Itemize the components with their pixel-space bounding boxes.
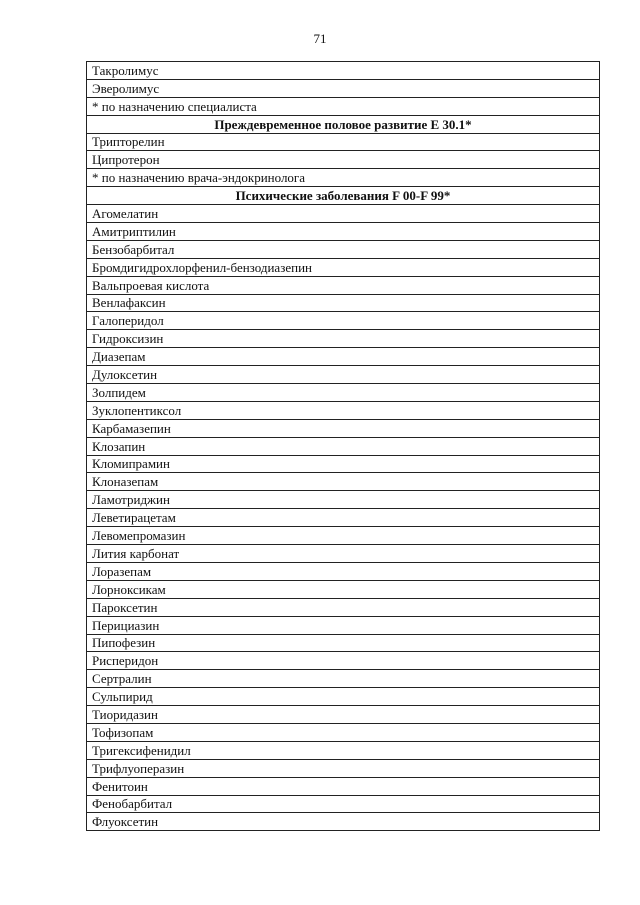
drug-row (87, 670, 600, 688)
drug-row (87, 79, 600, 97)
drug-list-table (86, 61, 600, 831)
section-heading: Психические заболевания F 00-F 99* (87, 187, 600, 205)
drug-name: Венлафаксин (87, 294, 600, 312)
drug-name: Гидроксизин (87, 330, 600, 348)
note-row (87, 169, 600, 187)
drug-name: Бензобарбитал (87, 240, 600, 258)
drug-row (87, 652, 600, 670)
drug-name: Трифлуоперазин (87, 759, 600, 777)
drug-name: Клоназепам (87, 473, 600, 491)
drug-row (87, 133, 600, 151)
drug-row (87, 813, 600, 831)
drug-row (87, 723, 600, 741)
drug-name: Тригексифенидил (87, 741, 600, 759)
drug-name: Ципротерон (87, 151, 600, 169)
drug-row (87, 312, 600, 330)
drug-row (87, 509, 600, 527)
drug-name: Левомепромазин (87, 527, 600, 545)
drug-name: Флуоксетин (87, 813, 600, 831)
drug-row (87, 366, 600, 384)
drug-name: Рисперидон (87, 652, 600, 670)
drug-name: Леветирацетам (87, 509, 600, 527)
drug-name: Лития карбонат (87, 545, 600, 563)
drug-name: Тофизопам (87, 723, 600, 741)
drug-name: Ламотриджин (87, 491, 600, 509)
drug-name: Диазепам (87, 348, 600, 366)
drug-row (87, 205, 600, 223)
drug-row (87, 527, 600, 545)
drug-row (87, 562, 600, 580)
drug-row (87, 777, 600, 795)
drug-name: Зуклопентиксол (87, 401, 600, 419)
drug-row (87, 741, 600, 759)
drug-row (87, 151, 600, 169)
note-text: * по назначению специалиста (87, 97, 600, 115)
drug-row (87, 437, 600, 455)
section-heading: Преждевременное половое развитие Е 30.1* (87, 115, 600, 133)
drug-name: Перициазин (87, 616, 600, 634)
drug-row (87, 616, 600, 634)
drug-row (87, 545, 600, 563)
drug-name: Пипофезин (87, 634, 600, 652)
drug-name: Пароксетин (87, 598, 600, 616)
drug-name: Фенобарбитал (87, 795, 600, 813)
drug-row (87, 294, 600, 312)
drug-row (87, 62, 600, 80)
drug-row (87, 455, 600, 473)
section-heading-row (87, 187, 600, 205)
drug-row (87, 491, 600, 509)
drug-row (87, 598, 600, 616)
drug-name: Агомелатин (87, 205, 600, 223)
drug-name: Бромдигидрохлорфенил-бензодиазепин (87, 258, 600, 276)
drug-name: Тиоридазин (87, 706, 600, 724)
drug-row (87, 258, 600, 276)
drug-name: Амитриптилин (87, 223, 600, 241)
drug-row (87, 348, 600, 366)
drug-row (87, 688, 600, 706)
drug-row (87, 759, 600, 777)
note-text: * по назначению врача-эндокринолога (87, 169, 600, 187)
drug-row (87, 473, 600, 491)
drug-name: Клозапин (87, 437, 600, 455)
drug-list-body (87, 62, 600, 831)
drug-row (87, 276, 600, 294)
drug-row (87, 223, 600, 241)
drug-name: Золпидем (87, 384, 600, 402)
drug-name: Вальпроевая кислота (87, 276, 600, 294)
drug-name: Сертралин (87, 670, 600, 688)
drug-row (87, 634, 600, 652)
drug-name: Кломипрамин (87, 455, 600, 473)
drug-row (87, 795, 600, 813)
drug-name: Фенитоин (87, 777, 600, 795)
drug-name: Эверолимус (87, 79, 600, 97)
drug-name: Галоперидол (87, 312, 600, 330)
drug-name: Сульпирид (87, 688, 600, 706)
drug-row (87, 580, 600, 598)
drug-row (87, 419, 600, 437)
drug-name: Лорноксикам (87, 580, 600, 598)
drug-row (87, 401, 600, 419)
drug-name: Такролимус (87, 62, 600, 80)
note-row (87, 97, 600, 115)
drug-row (87, 706, 600, 724)
page-number: 71 (313, 31, 327, 46)
drug-row (87, 384, 600, 402)
drug-name: Карбамазепин (87, 419, 600, 437)
drug-name: Дулоксетин (87, 366, 600, 384)
drug-name: Трипторелин (87, 133, 600, 151)
drug-row (87, 240, 600, 258)
drug-row (87, 330, 600, 348)
section-heading-row (87, 115, 600, 133)
drug-name: Лоразепам (87, 562, 600, 580)
